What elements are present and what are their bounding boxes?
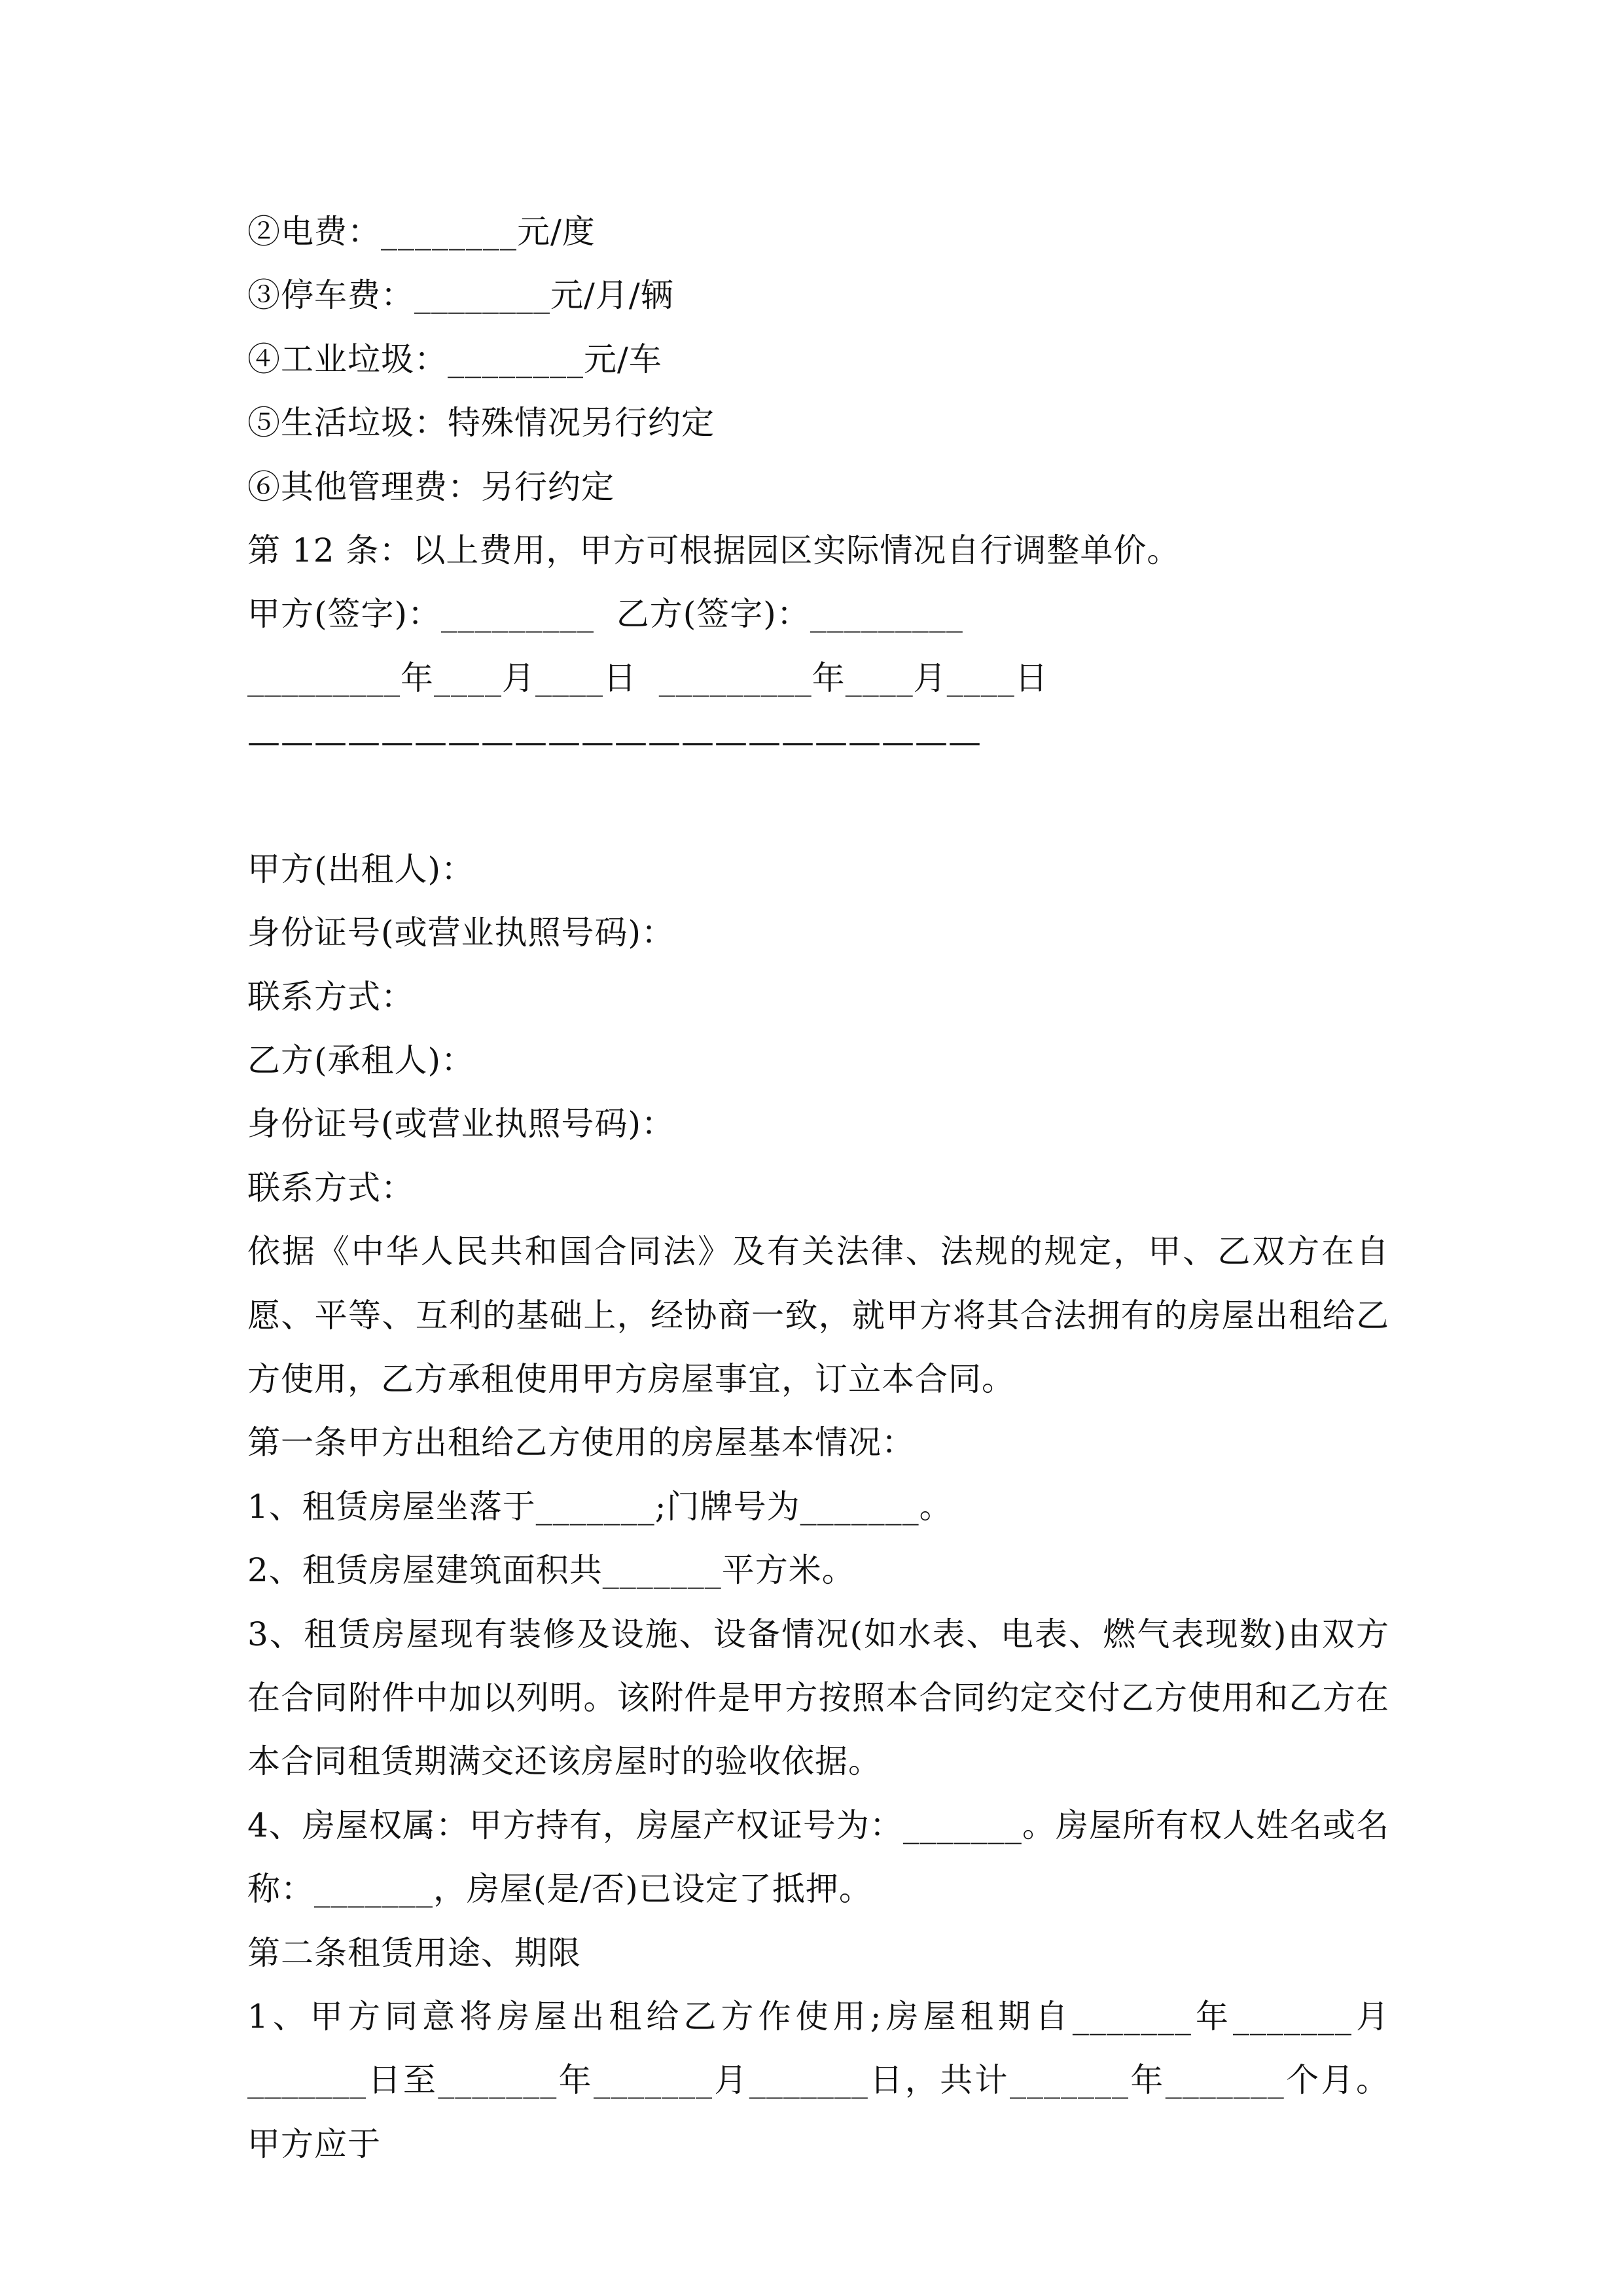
- preamble-paragraph: 依据《中华人民共和国合同法》及有关法律、法规的规定，甲、乙双方在自愿、平等、互利的基础上，经协商一致，就甲方将其合法拥有的房屋出租给乙方使用，乙方承租使用甲方房屋事宜，订立本合同。: [247, 1232, 1389, 1399]
- fee-parking: ③停车费：________元/月/辆: [247, 276, 674, 315]
- document-body: [247, 200, 1389, 2176]
- fee-other-management: ⑥其他管理费：另行约定: [247, 467, 615, 506]
- article-1-item-3: 3、租赁房屋现有装修及设施、设备情况(如水表、电表、燃气表现数)由双方在合同附件中加以列明。该附件是甲方按照本合同约定交付乙方使用和乙方在本合同租赁期满交还该房屋时的验收依据。: [247, 1615, 1389, 1781]
- article-12: 第 12 条：以上费用，甲方可根据园区实际情况自行调整单价。: [247, 531, 1181, 569]
- fee-domestic-waste: ⑤生活垃圾：特殊情况另行约定: [247, 404, 715, 442]
- party-a-contact-label: 联系方式：: [247, 977, 414, 1016]
- signature-line: 甲方(签字)：_________ 乙方(签字)：_________: [247, 595, 963, 634]
- article-1-item-4: 4、房屋权属：甲方持有，房屋产权证号为：_______。房屋所有权人姓名或名称：_______，房屋(是/否)已设定了抵押。: [247, 1806, 1389, 1909]
- fee-industrial-waste: ④工业垃圾：________元/车: [247, 340, 662, 378]
- party-a-id-label: 身份证号(或营业执照号码)：: [247, 914, 675, 952]
- article-1-item-2: 2、租赁房屋建筑面积共_______平方米。: [247, 1551, 855, 1590]
- article-1-item-1: 1、租赁房屋坐落于_______;门牌号为_______。: [247, 1487, 953, 1526]
- date-line: _________年____月____日 _________年____月____日: [247, 658, 1048, 697]
- article-2-heading: 第二条租赁用途、期限: [247, 1933, 581, 1972]
- party-a-label: 甲方(出租人)：: [247, 850, 475, 888]
- party-b-contact-label: 联系方式：: [247, 1168, 414, 1207]
- separator-line: ——————————————————————: [247, 723, 982, 761]
- party-b-label: 乙方(承租人)：: [247, 1041, 475, 1080]
- article-2-item-1: 1、甲方同意将房屋出租给乙方作使用;房屋租期自_______年_______月_______日至_______年_______月_______日，共计_______年_______个月。甲方应于: [247, 1998, 1389, 2163]
- blank-gap: [247, 774, 1389, 838]
- party-b-id-label: 身份证号(或营业执照号码)：: [247, 1105, 675, 1143]
- fee-electricity: ②电费：________元/度: [247, 213, 596, 251]
- article-1-heading: 第一条甲方出租给乙方使用的房屋基本情况：: [247, 1424, 915, 1462]
